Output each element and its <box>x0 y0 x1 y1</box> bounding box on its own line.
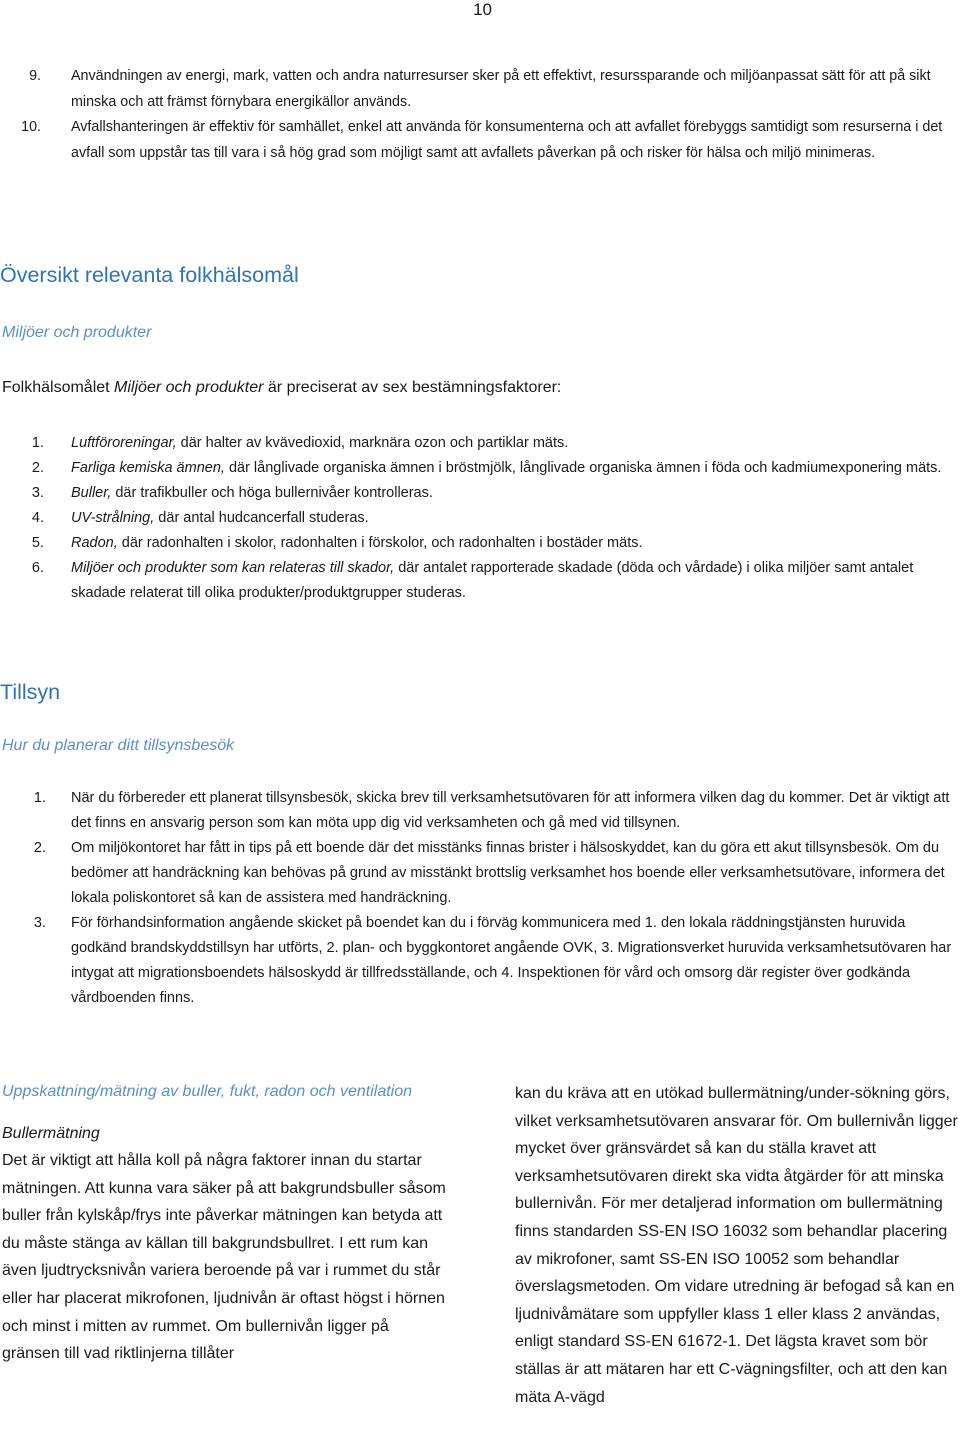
intro-text-emphasis: Miljöer och produkter <box>114 379 264 396</box>
list-item <box>0 836 960 911</box>
list-item <box>0 506 960 531</box>
left-column <box>2 1078 447 1368</box>
intro-text-before: Folkhälsomålet <box>2 379 115 396</box>
list-item-number: 1. <box>31 435 44 451</box>
factor-description: där antal hudcancerfall studeras. <box>154 510 369 526</box>
list-item-number: 10. <box>21 119 41 135</box>
list-item-number: 3. <box>33 915 46 931</box>
list-item <box>0 911 960 1011</box>
bullermatning-paragraph-start: Det är viktigt att hålla koll på några faktorer innan du startar mätningen. Att kunna vara säker på att bakgrundsbuller såsom buller från kylskåp/frys inte påverkar mätningen kan betyda att du måste stänga av källan till bakgrundsbullret. I ett rum kan även ljudtrycksnivån variera beroende på var i rummet du står eller har placerat mikrofonen, ljudnivån är oftast högst i hörnen och minst i mitten av rummet. Om bullernivån ligger på gränsen till vad riktlinjerna tillåter <box>2 1152 446 1363</box>
list-item-text: Användningen av energi, mark, vatten och andra naturresurser sker på ett effektivt, resurssparande och miljöanpassat sätt för att på sikt minska och att främst förnybara energikällor används. <box>71 68 931 110</box>
intro-text-after: är preciserat av sex bestämningsfaktorer: <box>263 379 562 396</box>
factor-name: Miljöer och produkter som kan relateras till skador, <box>71 560 395 576</box>
list-item-number: 4. <box>31 510 44 526</box>
factor-name: UV-strålning, <box>71 510 155 526</box>
step-list <box>0 786 960 1011</box>
factor-name: Luftföroreningar, <box>71 435 177 451</box>
section-heading-uppskattning: Uppskattning/mätning av buller, fukt, radon och ventilation <box>2 1083 413 1100</box>
list-item-number: 5. <box>31 535 44 551</box>
factor-name: Farliga kemiska ämnen, <box>71 460 225 476</box>
section-heading-tillsyn: Tillsyn <box>0 680 61 704</box>
list-item-text: Avfallshanteringen är effektiv för samhället, enkel att använda för konsumenterna och att avfallet förebyggs samtidigt som resurserna i det avfall som uppstår tas till vara i så hög grad som möjligt samt att avfallets påverkan på och risker för hälsa och miljö minimeras. <box>71 119 943 161</box>
list-item-number: 6. <box>31 560 44 576</box>
list-item-number: 9. <box>29 68 41 84</box>
factor-description: där antalet rapporterade skadade (döda och vårdade) i olika miljöer samt antalet skadade relaterat till olika produkter/produktgrupper studeras. <box>71 560 914 601</box>
factor-description: där trafikbuller och höga bullernivåer kontrolleras. <box>111 485 433 501</box>
goal-list <box>0 64 960 166</box>
bullermatning-paragraph-continued: kan du kräva att en utökad bullermätning/under-sökning görs, vilket verksamhetsutövaren ansvarar för. Om bullernivån ligger mycket över gränsvärdet så kan du ställa kravet att verksamhetsutövaren direkt ska vidta åtgärder för att minska bullernivån. För mer detaljerad information om bullermätning finns standarden SS-EN ISO 16032 som behandlar placering av mikrofoner, samt SS-EN ISO 10052 som behandlar överslagsmetoden. Om vidare utredning är befogad så kan en ljudnivåmätare som uppfyller klass 1 eller klass 2 användas, enligt standard SS-EN 61672-1. Det lägsta kravet som bör ställas är att mätaren har ett C-vägningsfilter, och att den kan mäta A-vägd <box>515 1085 958 1406</box>
factor-description: där långlivade organiska ämnen i bröstmjölk, långlivade organiska ämnen i föda och kadmiumexponering mäts. <box>224 460 942 476</box>
list-item <box>0 786 960 836</box>
list-item-number: 3. <box>31 485 44 501</box>
list-item <box>0 456 960 481</box>
list-item <box>0 556 960 606</box>
intro-paragraph <box>2 379 561 397</box>
section-subheading-miljoer: Miljöer och produkter <box>2 324 152 341</box>
list-item-text: Om miljökontoret har fått in tips på ett boende där det misstänks finnas brister i hälsoskyddet, kan du göra ett akut tillsynsbesök. Om du bedömer att handräckning kan behövas på grund av misstänkt brottslig verksamhet hos boende eller verksamhetsutövare, informera det lokala poliskontoret så kan de assistera med handräckning. <box>71 840 945 906</box>
factor-description: där halter av kvävedioxid, marknära ozon och partiklar mäts. <box>176 435 569 451</box>
factor-list <box>0 431 960 606</box>
factor-name: Radon, <box>71 535 118 551</box>
section-subheading-tillsynsbesok: Hur du planerar ditt tillsynsbesök <box>2 737 235 754</box>
list-item-number: 1. <box>33 790 46 806</box>
right-column <box>515 1080 960 1411</box>
section-heading-folkhalsomal: Översikt relevanta folkhälsomål <box>0 263 299 287</box>
list-item <box>0 481 960 506</box>
page-number: 10 <box>473 0 492 19</box>
list-item-text: För förhandsinformation angående skicket på boendet kan du i förväg kommunicera med 1. den lokala räddningstjänsten huruvida godkänd brandskyddstillsyn har utförts, 2. plan- och byggkontoret angående OVK, 3. Migrationsverket huruvida verksamhetsutövaren har intygat att migrationsboendets hälsoskydd är tillfredsställande, och 4. Inspektionen för vård och omsorg där register över godkända vårdboenden finns. <box>71 915 952 1006</box>
list-item <box>0 531 960 556</box>
factor-name: Buller, <box>71 485 112 501</box>
list-item <box>0 64 960 115</box>
list-item <box>0 431 960 456</box>
list-item-text: När du förbereder ett planerat tillsynsbesök, skicka brev till verksamhetsutövaren för att informera vilken dag du kommer. Det är viktigt att det finns en ansvarig person som kan möta upp dig vid verksamheten och gå med vid tillsynen. <box>71 790 950 831</box>
list-item-number: 2. <box>33 840 46 856</box>
list-item <box>0 115 960 166</box>
list-item-number: 2. <box>31 460 44 476</box>
section-subheading-bullermatning: Bullermätning <box>2 1124 100 1142</box>
factor-description: där radonhalten i skolor, radonhalten i förskolor, och radonhalten i bostäder mäts. <box>117 535 643 551</box>
